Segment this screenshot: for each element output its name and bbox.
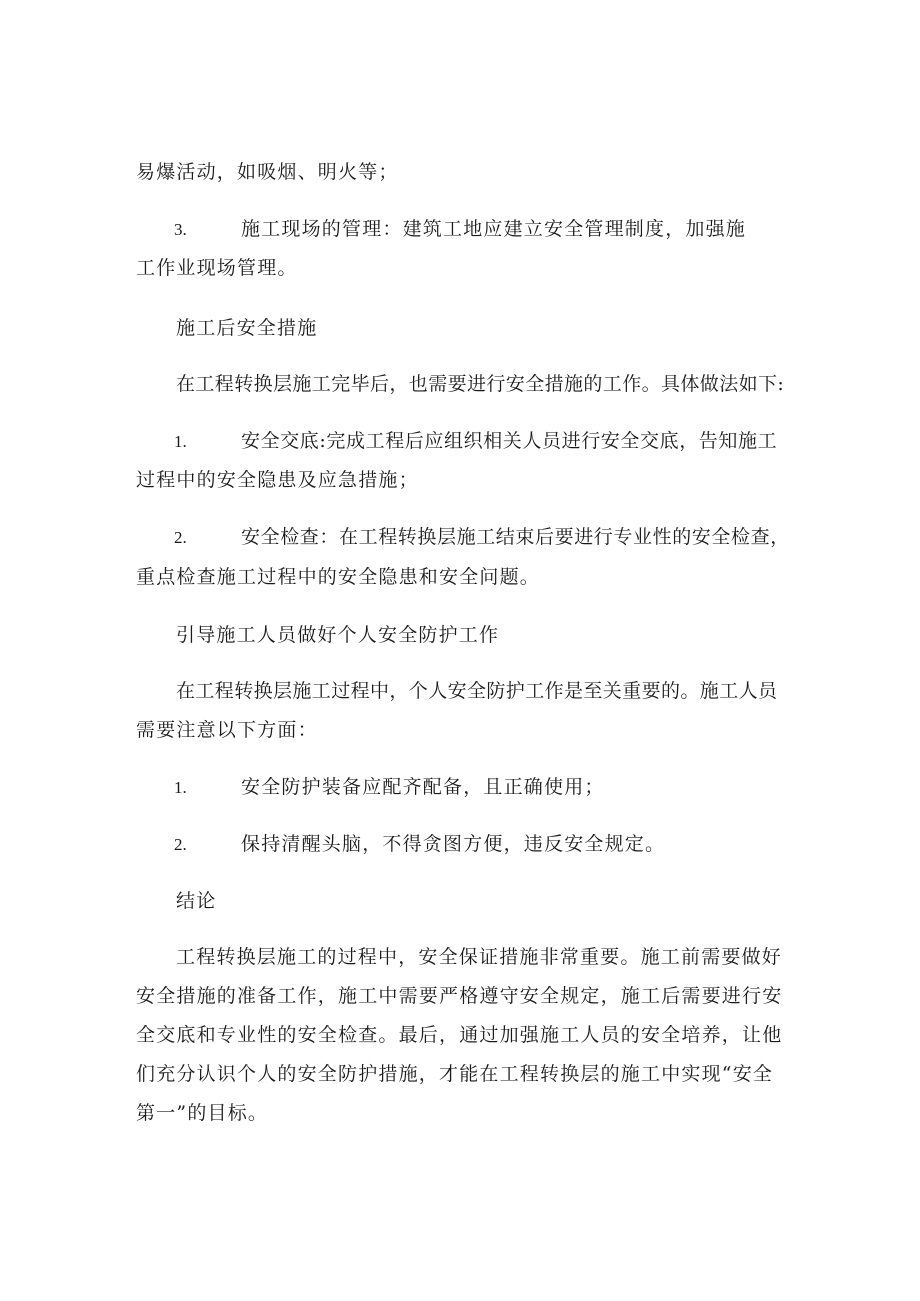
list-item-text: 安全检查：在工程转换层施工结束后要进行专业性的安全检查， [241, 526, 790, 548]
list-number: 1. [174, 778, 187, 797]
text-line: 需要注意以下方面： [136, 719, 318, 741]
text-line: 安全措施的准备工作，施工中需要严格遵守安全规定，施工后需要进行安 [136, 985, 783, 1007]
text-line: 第一”的目标。 [136, 1102, 269, 1124]
text-line: 过程中的安全隐患及应急措施； [136, 469, 419, 491]
list-number: 3. [174, 220, 187, 239]
list-item-text: 保持清醒头脑，不得贪图方便，违反安全规定。 [241, 833, 666, 855]
list-item-text: 安全防护装备应配齐配备，且正确使用； [241, 776, 605, 798]
text-line: 易爆活动，如吸烟、明火等； [136, 161, 399, 183]
list-number: 2. [174, 528, 187, 547]
section-heading: 结论 [176, 890, 217, 912]
text-line: 们充分认识个人的安全防护措施，才能在工程转换层的施工中实现“安全 [136, 1063, 774, 1085]
paragraph-line: 在工程转换层施工过程中，个人安全防护工作是至关重要的。施工人员 [176, 680, 778, 702]
list-item-text: 施工现场的管理：建筑工地应建立安全管理制度，加强施 [241, 218, 747, 240]
list-number: 2. [174, 835, 187, 854]
section-heading: 施工后安全措施 [176, 317, 318, 339]
list-item-text: 安全交底:完成工程后应组织相关人员进行安全交底，告知施工 [241, 430, 778, 452]
paragraph-line: 在工程转换层施工完毕后，也需要进行安全措施的工作。具体做法如下: [176, 373, 785, 395]
list-number: 1. [174, 432, 187, 451]
text-line: 工作业现场管理。 [136, 257, 298, 279]
text-line: 重点检查施工过程中的安全隐患和安全问题。 [136, 566, 541, 588]
paragraph-line: 工程转换层施工的过程中，安全保证措施非常重要。施工前需要做好 [176, 946, 783, 968]
text-line: 全交底和专业性的安全检查。最后，通过加强施工人员的安全培养，让他 [136, 1024, 783, 1046]
section-heading: 引导施工人员做好个人安全防护工作 [176, 624, 500, 646]
